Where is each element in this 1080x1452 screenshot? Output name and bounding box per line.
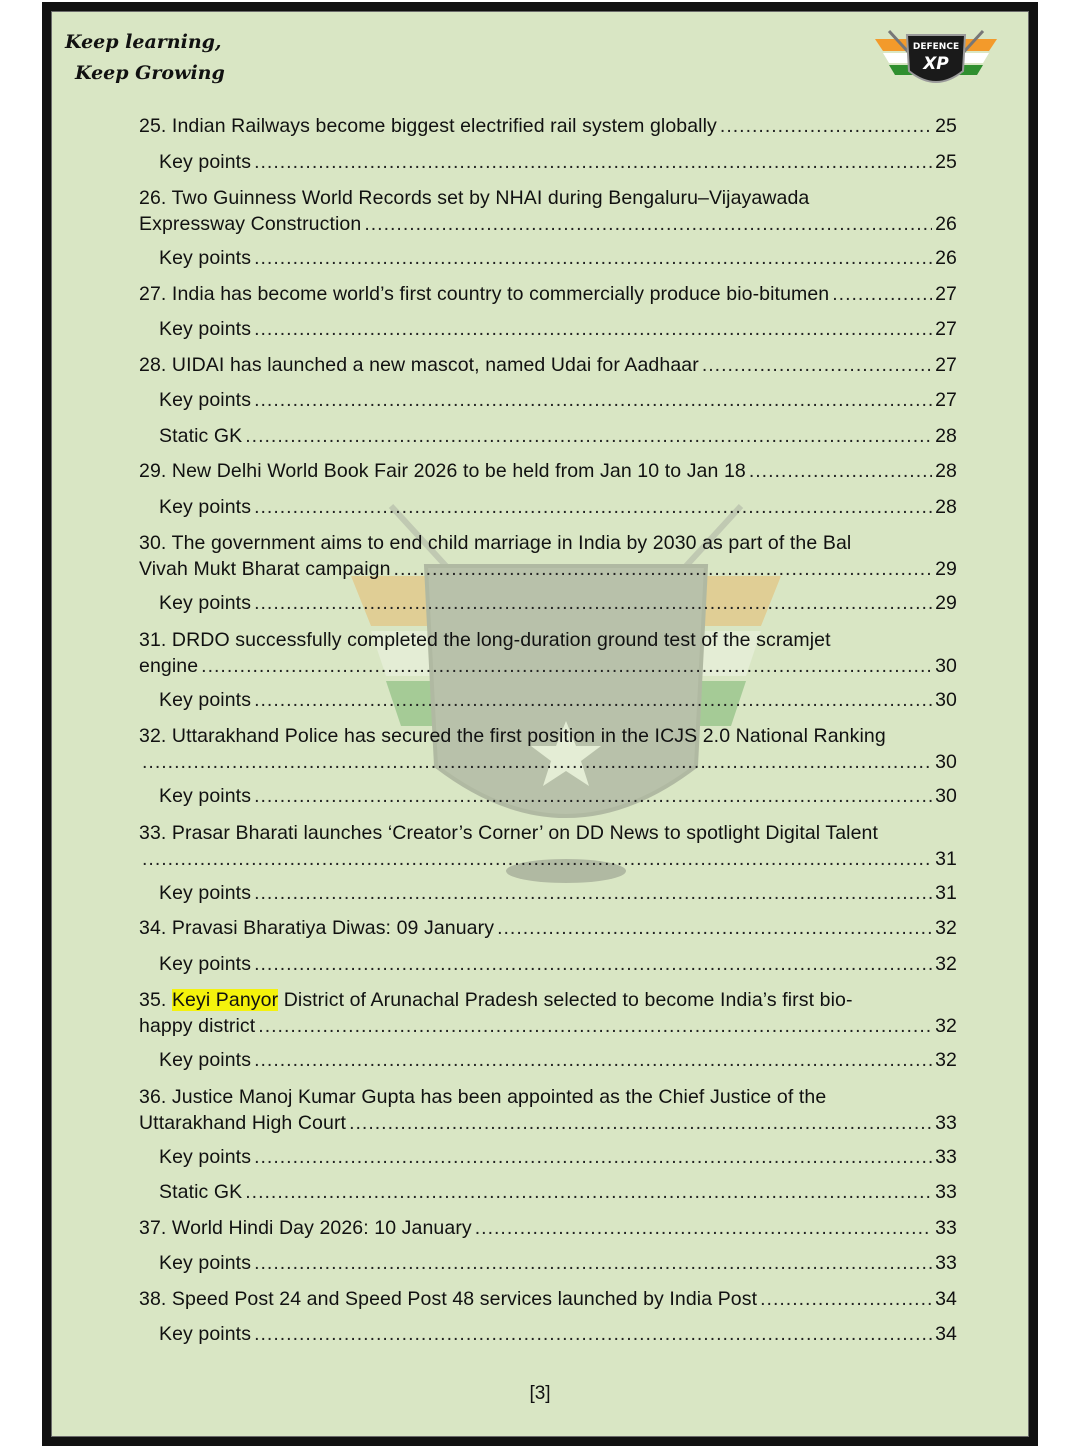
toc-subentry[interactable] [139,779,957,815]
toc-entry-title-line-1: 33. Prasar Bharati launches ‘Creator’s Corner’ on DD News to spotlight Digital Talent [139,821,879,844]
toc-entry-title: Key points [159,247,252,269]
toc-entry-title-line-2: happy district [139,1015,256,1037]
toc-entry-title-line-1: 26. Two Guinness World Records set by NHAI during Bengaluru–Vijayawada [139,187,810,209]
toc-entry-title-line-1 [139,987,957,1013]
toc-page-number: 30 [935,785,957,807]
toc-entry-title: Key points [159,881,252,904]
toc-entry-title-line-1: 31. DRDO successfully completed the long-duration ground test of the scramjet [139,628,831,651]
dot-leader [201,653,932,679]
toc-subentry[interactable] [139,947,957,983]
toc-entry-title: Key points [159,688,252,711]
toc-entry-title-line-1: 30. The government aims to end child marriage in India by 2030 as part of the Bal [139,532,852,554]
toc-entry-title: Key points [159,785,252,807]
toc-subentry[interactable] [139,145,957,181]
toc-subentry[interactable] [139,586,957,622]
toc-page-number: 33 [935,1181,957,1203]
toc-entry-title: 38. Speed Post 24 and Speed Post 48 services launched by India Post [139,1287,758,1310]
toc-subentry[interactable] [139,1140,957,1176]
toc-entry[interactable] [139,718,957,779]
toc-page-number: 26 [935,213,957,235]
toc-page-number: 28 [935,424,957,447]
dot-leader [497,911,932,947]
toc-entry-title-line-2: Expressway Construction [139,213,362,235]
toc-page-number: 31 [935,847,957,870]
toc-subentry[interactable] [139,312,957,348]
defence-xp-logo [871,25,1001,95]
toc-subentry[interactable] [139,1317,957,1353]
toc-entry[interactable] [139,815,957,876]
dot-leader [254,1043,932,1079]
toc-entry[interactable] [139,622,957,683]
toc-entry-title: Key points [159,1252,252,1274]
toc-entry-title: Static GK [159,424,243,447]
toc-entry-title: 37. World Hindi Day 2026: 10 January [139,1216,472,1239]
toc-page-number: 27 [935,389,957,411]
toc-entry-title-rest: District of Arunachal Pradesh selected to become India’s first bio- [278,989,853,1011]
dot-leader [254,1140,932,1176]
toc-subentry[interactable] [139,1246,957,1282]
toc-entry-title-line-1: 36. Justice Manoj Kumar Gupta has been appointed as the Chief Justice of the [139,1085,827,1108]
toc-subentry[interactable] [139,683,957,719]
dot-leader [142,749,932,775]
toc-page-number: 34 [935,1287,957,1310]
toc-page-number: 30 [935,654,957,677]
dot-leader [702,348,932,384]
table-of-contents [139,109,957,1353]
dot-leader [254,779,932,815]
toc-entry-title: 28. UIDAI has launched a new mascot, named Udai for Aadhaar [139,353,699,376]
toc-entry[interactable] [139,180,957,241]
toc-entry-title: 27. India has become world’s first country to commercially produce bio-bitumen [139,282,830,305]
toc-page-number: 27 [935,282,957,305]
dot-leader [832,277,932,313]
toc-page-number: 32 [935,952,957,975]
tagline [65,27,225,89]
toc-entry-title: Static GK [159,1181,243,1203]
dot-leader [258,1013,932,1039]
toc-entry[interactable] [139,348,957,384]
toc-page-number: 29 [935,558,957,580]
page-number: [3] [529,1383,551,1404]
toc-subentry[interactable] [139,383,957,419]
toc-entry[interactable] [139,1211,957,1247]
toc-page-number: 34 [935,1323,957,1345]
toc-entry-title: Key points [159,1145,252,1168]
toc-entry-title: Key points [159,389,252,411]
dot-leader [349,1110,932,1136]
dot-leader [254,1246,932,1282]
dot-leader [760,1282,932,1318]
toc-entry[interactable] [139,911,957,947]
toc-page-number: 31 [935,881,957,904]
toc-entry[interactable] [139,109,957,145]
dot-leader [254,947,932,983]
dot-leader [254,490,932,526]
dot-leader [475,1211,932,1247]
toc-page-number: 29 [935,592,957,614]
dot-leader [749,454,932,490]
toc-entry[interactable] [139,277,957,313]
toc-entry-title-line-2: Vivah Mukt Bharat campaign [139,558,391,580]
toc-page-number: 27 [935,318,957,340]
toc-page-number: 33 [935,1252,957,1274]
toc-entry-title-line-2: engine [139,654,199,677]
toc-page-number: 26 [935,247,957,269]
dot-leader [254,241,932,277]
toc-page-number: 32 [935,917,957,939]
toc-page-number: 28 [935,495,957,518]
toc-entry-title: Key points [159,592,252,614]
logo-text-top: DEFENCE [912,42,960,52]
dot-leader [254,683,932,719]
toc-subentry[interactable] [139,1175,957,1211]
logo-text-main: XP [923,54,949,74]
toc-subentry[interactable] [139,1043,957,1079]
toc-subentry[interactable] [139,876,957,912]
toc-entry-title: Key points [159,1323,252,1345]
dot-leader [254,383,932,419]
dot-leader [245,419,932,455]
toc-entry-title: Key points [159,1049,252,1071]
toc-subentry[interactable] [139,419,957,455]
tagline-line-2: Keep Growing [75,62,225,84]
toc-page-number: 33 [935,1111,957,1134]
toc-page-number: 25 [935,115,957,137]
toc-page-number: 28 [935,460,957,482]
dot-leader [394,556,932,582]
dot-leader [254,145,932,181]
toc-entry[interactable] [139,982,957,1043]
toc-page-number: 25 [935,150,957,173]
toc-page-number: 30 [935,688,957,711]
toc-entry-title: Key points [159,318,252,340]
toc-entry-title: 34. Pravasi Bharatiya Diwas: 09 January [139,917,495,939]
toc-entry-title-line-1: 32. Uttarakhand Police has secured the first position in the ICJS 2.0 National Ranking [139,725,886,747]
dot-leader [245,1175,932,1211]
toc-entry[interactable] [139,525,957,586]
toc-entry-title: 25. Indian Railways become biggest electrified rail system globally [139,115,717,137]
toc-entry[interactable] [139,454,957,490]
tagline-line-1: Keep learning, [65,31,222,53]
toc-entry[interactable] [139,1079,957,1140]
toc-entry-title: Key points [159,495,252,518]
dot-leader [254,312,932,348]
toc-page-number: 32 [935,1049,957,1071]
highlighted-text: Keyi Panyor [171,989,279,1011]
toc-subentry[interactable] [139,490,957,526]
toc-entry[interactable] [139,1282,957,1318]
toc-entry-title: 29. New Delhi World Book Fair 2026 to be held from Jan 10 to Jan 18 [139,460,746,482]
toc-entry-title: Key points [159,952,252,975]
dot-leader [254,1317,932,1353]
toc-page-number: 33 [935,1145,957,1168]
toc-page-number: 27 [935,353,957,376]
dot-leader [364,211,932,237]
dot-leader [142,846,932,872]
document-page [42,2,1038,1446]
dot-leader [720,109,932,145]
dot-leader [254,876,932,912]
toc-entry-title-line-2: Uttarakhand High Court [139,1111,347,1134]
toc-subentry[interactable] [139,241,957,277]
toc-page-number: 33 [935,1216,957,1239]
toc-page-number: 30 [935,751,957,773]
toc-page-number: 32 [935,1015,957,1037]
toc-entry-number: 35. [139,989,172,1011]
dot-leader [254,586,932,622]
toc-entry-title: Key points [159,150,252,173]
